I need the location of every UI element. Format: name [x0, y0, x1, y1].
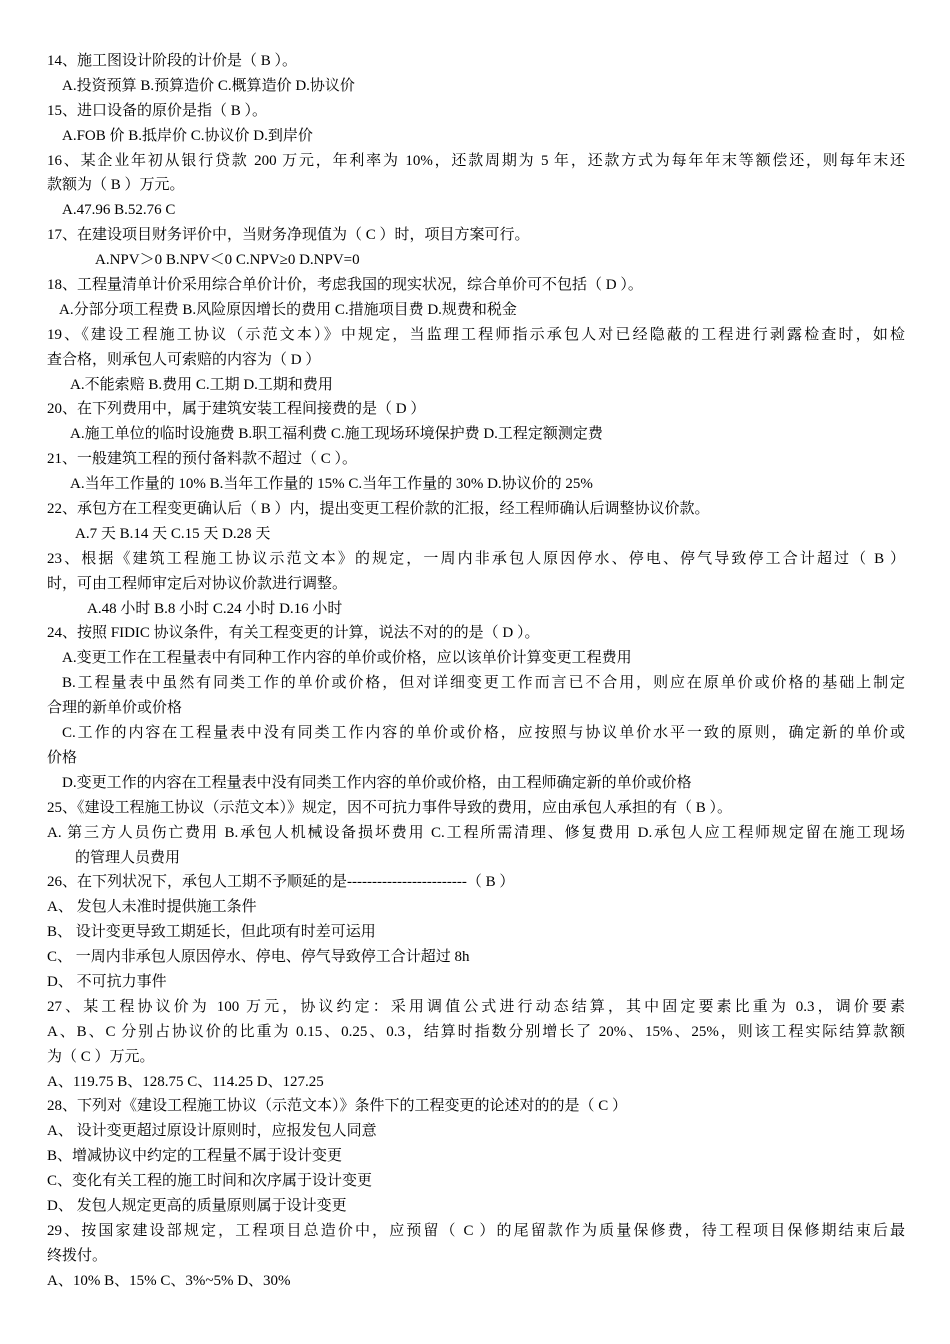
question-20-options: A.施工单位的临时设施费 B.职工福利费 C.施工现场环境保护费 D.工程定额测定费	[70, 426, 603, 443]
question-19-stem-line1: 19、《建设工程施工协议（示范文本）》中规定，当监理工程师指示承包人对已经隐蔽的工程进行剥露检查时，如检	[47, 326, 905, 343]
question-19-options: A.不能索赔 B.费用 C.工期 D.工期和费用	[70, 376, 333, 393]
question-18-options: A.分部分项工程费 B.风险原因增长的费用 C.措施项目费 D.规费和税金	[59, 301, 517, 318]
question-25-stem: 25、《建设工程施工协议（示范文本）》规定，因不可抗力事件导致的费用，应由承包人承担的有（ B ）。	[47, 799, 733, 816]
question-16-stem-line1: 16、某企业年初从银行贷款 200 万元，年利率为 10%，还款周期为 5 年，还款方式为每年年末等额偿还，则每年末还	[47, 152, 905, 169]
question-25-options-line2: 的管理人员费用	[75, 849, 181, 866]
document-page	[47, 49, 905, 1294]
question-29-options: A、10% B、15% C、3%~5% D、30%	[47, 1272, 291, 1289]
question-24-option-b-line1: B.工程量表中虽然有同类工作的单价或价格，但对详细变更工作而言已不合用，则应在原单价或价格的基础上制定	[62, 675, 905, 692]
question-27-stem-line1: 27、某工程协议价为 100 万元，协议约定：采用调值公式进行动态结算，其中固定要素比重为 0.3，调价要素	[47, 998, 905, 1015]
question-17-options: A.NPV＞0 B.NPV＜0 C.NPV≥0 D.NPV=0	[95, 252, 360, 269]
question-29-stem-line1: 29、按国家建设部规定，工程项目总造价中，应预留（ C ）的尾留款作为质量保修费，待工程项目保修期结束后最	[47, 1222, 905, 1239]
question-28-option-c: C、变化有关工程的施工时间和次序属于设计变更	[47, 1173, 373, 1190]
question-21-options: A.当年工作量的 10% B.当年工作量的 15% C.当年工作量的 30% D.协议价的 25%	[70, 476, 593, 493]
question-25-options-line1: A. 第三方人员伤亡费用 B.承包人机械设备损坏费用 C.工程所需清理、修复费用 D.承包人应工程师规定留在施工现场	[47, 824, 905, 841]
question-21-stem: 21、一般建筑工程的预付备料款不超过（ C ）。	[47, 451, 358, 468]
question-24-option-d: D.变更工作的内容在工程量表中没有同类工作内容的单价或价格，由工程师确定新的单价或价格	[62, 774, 692, 791]
question-17-stem: 17、在建设项目财务评价中，当财务净现值为（ C ）时，项目方案可行。	[47, 227, 530, 244]
question-24-option-c-line1: C.工作的内容在工程量表中没有同类工作内容的单价或价格，应按照与协议单价水平一致的原则，确定新的单价或	[62, 725, 905, 742]
question-20-stem: 20、在下列费用中，属于建筑安装工程间接费的是（ D ）	[47, 401, 426, 418]
question-27-options: A、119.75 B、128.75 C、114.25 D、127.25	[47, 1073, 324, 1090]
question-27-stem-line2: A、B、C 分别占协议价的比重为 0.15、0.25、0.3，结算时指数分别增长了 20%、15%、25%，则该工程实际结算款额	[47, 1023, 905, 1040]
question-28-option-b: B、增减协议中约定的工程量不属于设计变更	[47, 1148, 343, 1165]
question-23-stem-line1: 23、根据《建筑工程施工协议示范文本》的规定，一周内非承包人原因停水、停电、停气导致停工合计超过（ B ）	[47, 550, 905, 567]
question-26-option-a: A、 发包人未准时提供施工条件	[47, 899, 257, 916]
question-24-option-b-line2: 合理的新单价或价格	[47, 700, 183, 717]
question-15-stem: 15、进口设备的原价是指（ B ）。	[47, 102, 268, 119]
question-22-stem: 22、承包方在工程变更确认后（ B ）内，提出变更工程价款的汇报，经工程师确认后调整协议价款。	[47, 501, 710, 518]
question-27-stem-line3: 为（ C ）万元。	[47, 1048, 155, 1065]
question-24-option-a: A.变更工作在工程量表中有同种工作内容的单价或价格，应以该单价计算变更工程费用	[62, 650, 632, 667]
question-14-stem: 14、施工图设计阶段的计价是（ B ）。	[47, 53, 298, 69]
question-23-options: A.48 小时 B.8 小时 C.24 小时 D.16 小时	[87, 600, 343, 617]
question-26-stem: 26、在下列状况下，承包人工期不予顺延的是------------------------（ B ）	[47, 874, 515, 891]
question-15-options: A.FOB 价 B.抵岸价 C.协议价 D.到岸价	[62, 127, 313, 144]
question-18-stem: 18、工程量清单计价采用综合单价计价，考虑我国的现实状况，综合单价可不包括（ D ）。	[47, 277, 643, 294]
question-16-options: A.47.96 B.52.76 C	[62, 202, 176, 219]
question-28-stem: 28、下列对《建设工程施工协议（示范文本）》条件下的工程变更的论述对的的是（ C ）	[47, 1098, 628, 1115]
question-14-options: A.投资预算 B.预算造价 C.概算造价 D.协议价	[62, 77, 355, 94]
question-26-option-c: C、 一周内非承包人原因停水、停电、停气导致停工合计超过 8h	[47, 949, 470, 966]
question-24-stem: 24、按照 FIDIC 协议条件，有关工程变更的计算，说法不对的的是（ D ）。	[47, 625, 540, 642]
question-29-stem-line2: 终拨付。	[47, 1247, 108, 1264]
question-23-stem-line2: 时，可由工程师审定后对协议价款进行调整。	[47, 575, 348, 592]
question-28-option-a: A、 设计变更超过原设计原则时，应报发包人同意	[47, 1123, 377, 1140]
question-24-option-c-line2: 价格	[47, 749, 78, 766]
question-19-stem-line2: 查合格，则承包人可索赔的内容为（ D ）	[47, 351, 321, 368]
question-26-option-b: B、 设计变更导致工期延长，但此项有时差可运用	[47, 924, 376, 941]
question-26-option-d: D、 不可抗力事件	[47, 973, 167, 990]
question-28-option-d: D、 发包人规定更高的质量原则属于设计变更	[47, 1197, 347, 1214]
question-16-stem-line2: 款额为（ B ）万元。	[47, 177, 185, 194]
question-22-options: A.7 天 B.14 天 C.15 天 D.28 天	[75, 525, 271, 542]
